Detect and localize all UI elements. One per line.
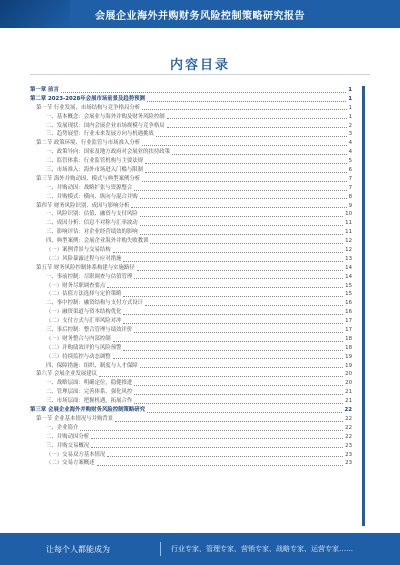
toc-entry[interactable] bbox=[30, 344, 352, 353]
toc-entry-page: 22 bbox=[344, 407, 352, 414]
toc-leader-dots bbox=[131, 207, 346, 208]
toc-entry[interactable] bbox=[30, 433, 352, 442]
footer-slogan: 让每个人都能成为 bbox=[46, 544, 110, 554]
toc-entry[interactable] bbox=[30, 290, 352, 299]
toc-entry-page: 2 bbox=[348, 122, 352, 129]
toc-leader-dots bbox=[147, 101, 346, 102]
toc-entry[interactable] bbox=[30, 157, 352, 166]
toc-leader-dots bbox=[142, 109, 346, 110]
toc-leader-dots bbox=[134, 385, 343, 386]
toc-entry-page: 22 bbox=[345, 433, 352, 440]
toc-entry-page: 1 bbox=[348, 95, 352, 102]
toc-entry[interactable] bbox=[30, 86, 352, 95]
toc-entry-title: 第三章 会展企业海外并购财务风险控制策略研究 bbox=[30, 407, 146, 414]
table-of-contents bbox=[30, 86, 352, 468]
footer-divider bbox=[160, 542, 161, 556]
toc-leader-dots bbox=[107, 287, 343, 288]
toc-leader-dots bbox=[140, 234, 343, 235]
toc-leader-dots bbox=[123, 323, 343, 324]
toc-entry-title: 第六节 会展企业发展建议 bbox=[36, 371, 98, 378]
toc-entry[interactable] bbox=[30, 219, 352, 228]
toc-entry[interactable] bbox=[30, 255, 352, 264]
toc-entry-title: （一）财务尽职调查要点 bbox=[46, 282, 106, 289]
toc-leader-dots bbox=[113, 358, 343, 359]
toc-entry[interactable] bbox=[30, 122, 352, 131]
toc-leader-dots bbox=[134, 332, 343, 333]
toc-leader-dots bbox=[172, 154, 347, 155]
toc-entry[interactable] bbox=[30, 451, 352, 460]
toc-leader-dots bbox=[167, 118, 347, 119]
toc-entry[interactable] bbox=[30, 228, 352, 237]
toc-leader-dots bbox=[123, 261, 343, 262]
toc-entry-title: （一）融资渠道与资本结构优化 bbox=[46, 309, 122, 316]
toc-entry-page: 19 bbox=[345, 362, 352, 369]
toc-leader-dots bbox=[134, 394, 343, 395]
toc-entry-title: （二）估值方法选择与定价策略 bbox=[46, 291, 122, 298]
toc-leader-dots bbox=[61, 92, 346, 93]
toc-entry-title: 第一节 企业基本情况与并购背景 bbox=[36, 415, 114, 422]
toc-entry-title: 一、战略层面：明确定位，稳健推进 bbox=[46, 380, 133, 387]
toc-entry-page: 20 bbox=[345, 380, 352, 387]
toc-entry-page: 12 bbox=[345, 247, 352, 254]
toc-entry-page: 7 bbox=[348, 184, 352, 191]
toc-entry-title: 第一章 前言 bbox=[30, 86, 59, 93]
toc-entry[interactable] bbox=[30, 362, 352, 371]
toc-leader-dots bbox=[140, 225, 343, 226]
toc-entry-title: 二、发展现状：国内会展企业市场规模与竞争格局 bbox=[46, 122, 165, 129]
page-footer bbox=[0, 533, 400, 565]
toc-entry-title: 三、市场准入：海外市场进入门槛与限制 bbox=[46, 167, 144, 173]
toc-entry[interactable] bbox=[30, 210, 352, 219]
toc-entry[interactable] bbox=[30, 246, 352, 255]
toc-leader-dots bbox=[156, 136, 347, 137]
toc-leader-dots bbox=[134, 403, 343, 404]
toc-entry-page: 17 bbox=[345, 318, 352, 325]
toc-entry[interactable] bbox=[30, 379, 352, 388]
toc-entry-page: 18 bbox=[345, 335, 352, 342]
toc-entry-title: 一、政策导向：国家及地方政府对会展业的扶持政策 bbox=[46, 149, 170, 156]
toc-leader-dots bbox=[142, 181, 346, 182]
toc-divider bbox=[30, 74, 370, 75]
toc-leader-dots bbox=[142, 145, 346, 146]
toc-entry-title: 二、事中控制：融资结构与支付方式设计 bbox=[46, 300, 144, 307]
page-header bbox=[0, 0, 400, 28]
toc-entry[interactable] bbox=[30, 130, 352, 139]
toc-entry-title: （二）支付方式与汇率风险对冲 bbox=[46, 318, 122, 325]
toc-entry-title: 四、保障措施：组织、制度与人才保障 bbox=[46, 362, 138, 369]
toc-entry[interactable] bbox=[30, 139, 352, 148]
toc-leader-dots bbox=[115, 421, 343, 422]
toc-leader-dots bbox=[123, 314, 343, 315]
toc-entry[interactable] bbox=[30, 282, 352, 291]
toc-entry-title: 一、企业简介 bbox=[46, 424, 79, 431]
toc-entry-title: 一、风险识别：估值、融资与支付风险 bbox=[46, 211, 138, 218]
toc-entry-title: 三、影响评估：对企业经营绩效的影响 bbox=[46, 229, 138, 236]
toc-entry-page: 1 bbox=[348, 104, 352, 111]
toc-entry-page: 10 bbox=[345, 211, 352, 218]
toc-heading: 内容目录 bbox=[169, 58, 230, 73]
toc-entry-page: 16 bbox=[345, 309, 352, 316]
toc-entry[interactable] bbox=[30, 415, 352, 424]
toc-leader-dots bbox=[91, 438, 343, 439]
toc-leader-dots bbox=[145, 163, 347, 164]
toc-leader-dots bbox=[140, 367, 343, 368]
toc-entry-page: 15 bbox=[345, 282, 352, 289]
toc-entry-page: 21 bbox=[345, 398, 352, 405]
toc-entry-title: （二）风险暴露过程与应对措施 bbox=[46, 255, 122, 262]
toc-entry-page: 14 bbox=[345, 264, 352, 271]
toc-leader-dots bbox=[140, 216, 343, 217]
toc-leader-dots bbox=[91, 447, 343, 448]
toc-entry-title: 二、管理层面：完善体系，强化风控 bbox=[46, 389, 133, 396]
toc-entry-title: （三）持续监控与动态调整 bbox=[46, 353, 111, 360]
toc-entry[interactable] bbox=[30, 424, 352, 433]
toc-entry-page: 8 bbox=[348, 193, 352, 200]
toc-leader-dots bbox=[145, 172, 347, 173]
toc-leader-dots bbox=[140, 198, 347, 199]
toc-leader-dots bbox=[134, 190, 346, 191]
toc-entry-page: 1 bbox=[348, 86, 352, 93]
toc-entry[interactable] bbox=[30, 326, 352, 335]
toc-leader-dots bbox=[99, 376, 343, 377]
toc-entry-title: 第四节 财务风险识别、成因与影响分析 bbox=[36, 202, 130, 209]
toc-entry-page: 4 bbox=[348, 140, 352, 147]
toc-entry-page: 19 bbox=[345, 353, 352, 360]
toc-entry-title: 一、并购动因：战略扩张与资源整合 bbox=[46, 184, 133, 191]
toc-entry[interactable] bbox=[30, 193, 352, 202]
side-accent-bar bbox=[362, 86, 365, 526]
toc-entry-page: 22 bbox=[345, 415, 352, 422]
toc-entry[interactable] bbox=[30, 273, 352, 282]
toc-entry[interactable] bbox=[30, 335, 352, 344]
toc-entry-page: 23 bbox=[345, 460, 352, 467]
toc-entry-title: 二、成因分析：信息不对称与汇率波动 bbox=[46, 220, 138, 227]
toc-entry[interactable] bbox=[30, 175, 352, 184]
toc-entry[interactable] bbox=[30, 308, 352, 317]
toc-entry-page: 5 bbox=[348, 158, 352, 165]
toc-entry-page: 17 bbox=[345, 327, 352, 334]
toc-entry[interactable] bbox=[30, 353, 352, 362]
toc-leader-dots bbox=[123, 350, 343, 351]
toc-entry-page: 18 bbox=[345, 344, 352, 351]
toc-leader-dots bbox=[80, 430, 343, 431]
toc-entry-page: 23 bbox=[345, 442, 352, 449]
toc-entry-title: 第五节 财务风险控制体系构建与实施路径 bbox=[36, 264, 135, 271]
toc-entry[interactable] bbox=[30, 442, 352, 451]
footer-tagline: 行业专家、管理专家、营销专家、战略专家、运营专家…… bbox=[171, 545, 353, 553]
toc-entry-title: 二、监管体系：行业监管机构与主要法规 bbox=[46, 158, 144, 165]
toc-entry-page: 21 bbox=[345, 389, 352, 396]
toc-entry[interactable] bbox=[30, 113, 352, 122]
toc-entry-title: 第三节 海外并购动因、模式与典型案例分析 bbox=[36, 175, 141, 182]
toc-entry-page: 13 bbox=[345, 255, 352, 262]
toc-entry-title: （二）并购绩效评价与风险预警 bbox=[46, 344, 122, 351]
toc-entry-page: 4 bbox=[348, 149, 352, 156]
toc-leader-dots bbox=[167, 127, 347, 128]
toc-entry-title: 三、并购交易概况 bbox=[46, 442, 90, 449]
toc-leader-dots bbox=[147, 412, 342, 413]
toc-entry-title: 第二节 政策环境、行业监管与市场准入分析 bbox=[36, 140, 141, 147]
toc-entry-page: 23 bbox=[345, 451, 352, 458]
toc-entry-page: 14 bbox=[345, 273, 352, 280]
toc-entry[interactable] bbox=[30, 459, 352, 468]
toc-entry-title: 三、事后控制：整合管理与绩效评价 bbox=[46, 327, 133, 334]
toc-leader-dots bbox=[145, 305, 343, 306]
toc-entry[interactable] bbox=[30, 388, 352, 397]
toc-entry-title: （二）交易方案概述 bbox=[46, 460, 95, 467]
toc-entry-page: 11 bbox=[345, 229, 352, 236]
toc-entry-title: 三、趋势展望：行业未来发展方向与机遇挑战 bbox=[46, 131, 154, 138]
toc-entry-title: 一、基本概念：会展业与海外并购及财务风险控制 bbox=[46, 113, 165, 120]
toc-entry[interactable] bbox=[30, 397, 352, 406]
toc-entry-title: （一）交易双方基本情况 bbox=[46, 451, 106, 458]
toc-entry-title: 一、事前控制：尽职调查与估值管理 bbox=[46, 273, 133, 280]
toc-entry-page: 20 bbox=[345, 371, 352, 378]
toc-entry[interactable] bbox=[30, 237, 352, 246]
toc-entry-title: （一）财务整合与内部控制 bbox=[46, 335, 111, 342]
toc-entry-page: 6 bbox=[348, 167, 352, 173]
report-title: 会展企业海外并购财务风险控制策略研究报告 bbox=[95, 10, 305, 22]
toc-entry-title: 二、并购模式：横向、纵向与混合并购 bbox=[46, 193, 138, 200]
header-decoration bbox=[0, 0, 70, 28]
toc-entry-page: 1 bbox=[348, 113, 352, 120]
toc-entry-page: 3 bbox=[348, 131, 352, 138]
toc-entry-title: 四、典型案例：会展企业海外并购失败教训 bbox=[46, 238, 149, 245]
toc-entry[interactable] bbox=[30, 406, 352, 415]
toc-entry-page: 9 bbox=[348, 202, 352, 209]
toc-leader-dots bbox=[123, 296, 343, 297]
toc-entry-page: 15 bbox=[345, 291, 352, 298]
toc-entry[interactable] bbox=[30, 95, 352, 104]
toc-entry-page: 16 bbox=[345, 300, 352, 307]
toc-entry[interactable] bbox=[30, 371, 352, 380]
toc-entry[interactable] bbox=[30, 264, 352, 273]
toc-entry[interactable] bbox=[30, 184, 352, 193]
toc-leader-dots bbox=[113, 341, 343, 342]
toc-entry[interactable] bbox=[30, 202, 352, 211]
toc-leader-dots bbox=[113, 252, 343, 253]
toc-entry-page: 11 bbox=[345, 220, 352, 227]
toc-entry-title: 二、并购动因分析 bbox=[46, 433, 90, 440]
toc-leader-dots bbox=[150, 243, 343, 244]
toc-entry-title: 第一节 行业发展、市场结构与竞争格局分析 bbox=[36, 104, 141, 111]
toc-entry-title: 三、市场层面：把握机遇，拓展合作 bbox=[46, 398, 133, 405]
toc-entry[interactable] bbox=[30, 104, 352, 113]
toc-entry-page: 22 bbox=[345, 424, 352, 431]
toc-entry-page: 7 bbox=[348, 175, 352, 182]
toc-entry-page: 12 bbox=[345, 238, 352, 245]
toc-entry-title: 第二章 2023-2028年会展市场前景及趋势预测 bbox=[30, 95, 145, 102]
toc-entry[interactable] bbox=[30, 166, 352, 175]
toc-entry-title: （一）案例背景与交易结构 bbox=[46, 247, 111, 254]
toc-leader-dots bbox=[134, 278, 343, 279]
toc-leader-dots bbox=[137, 270, 343, 271]
toc-entry[interactable] bbox=[30, 299, 352, 308]
toc-entry[interactable] bbox=[30, 148, 352, 157]
toc-leader-dots bbox=[107, 456, 343, 457]
toc-leader-dots bbox=[97, 465, 344, 466]
toc-entry[interactable] bbox=[30, 317, 352, 326]
